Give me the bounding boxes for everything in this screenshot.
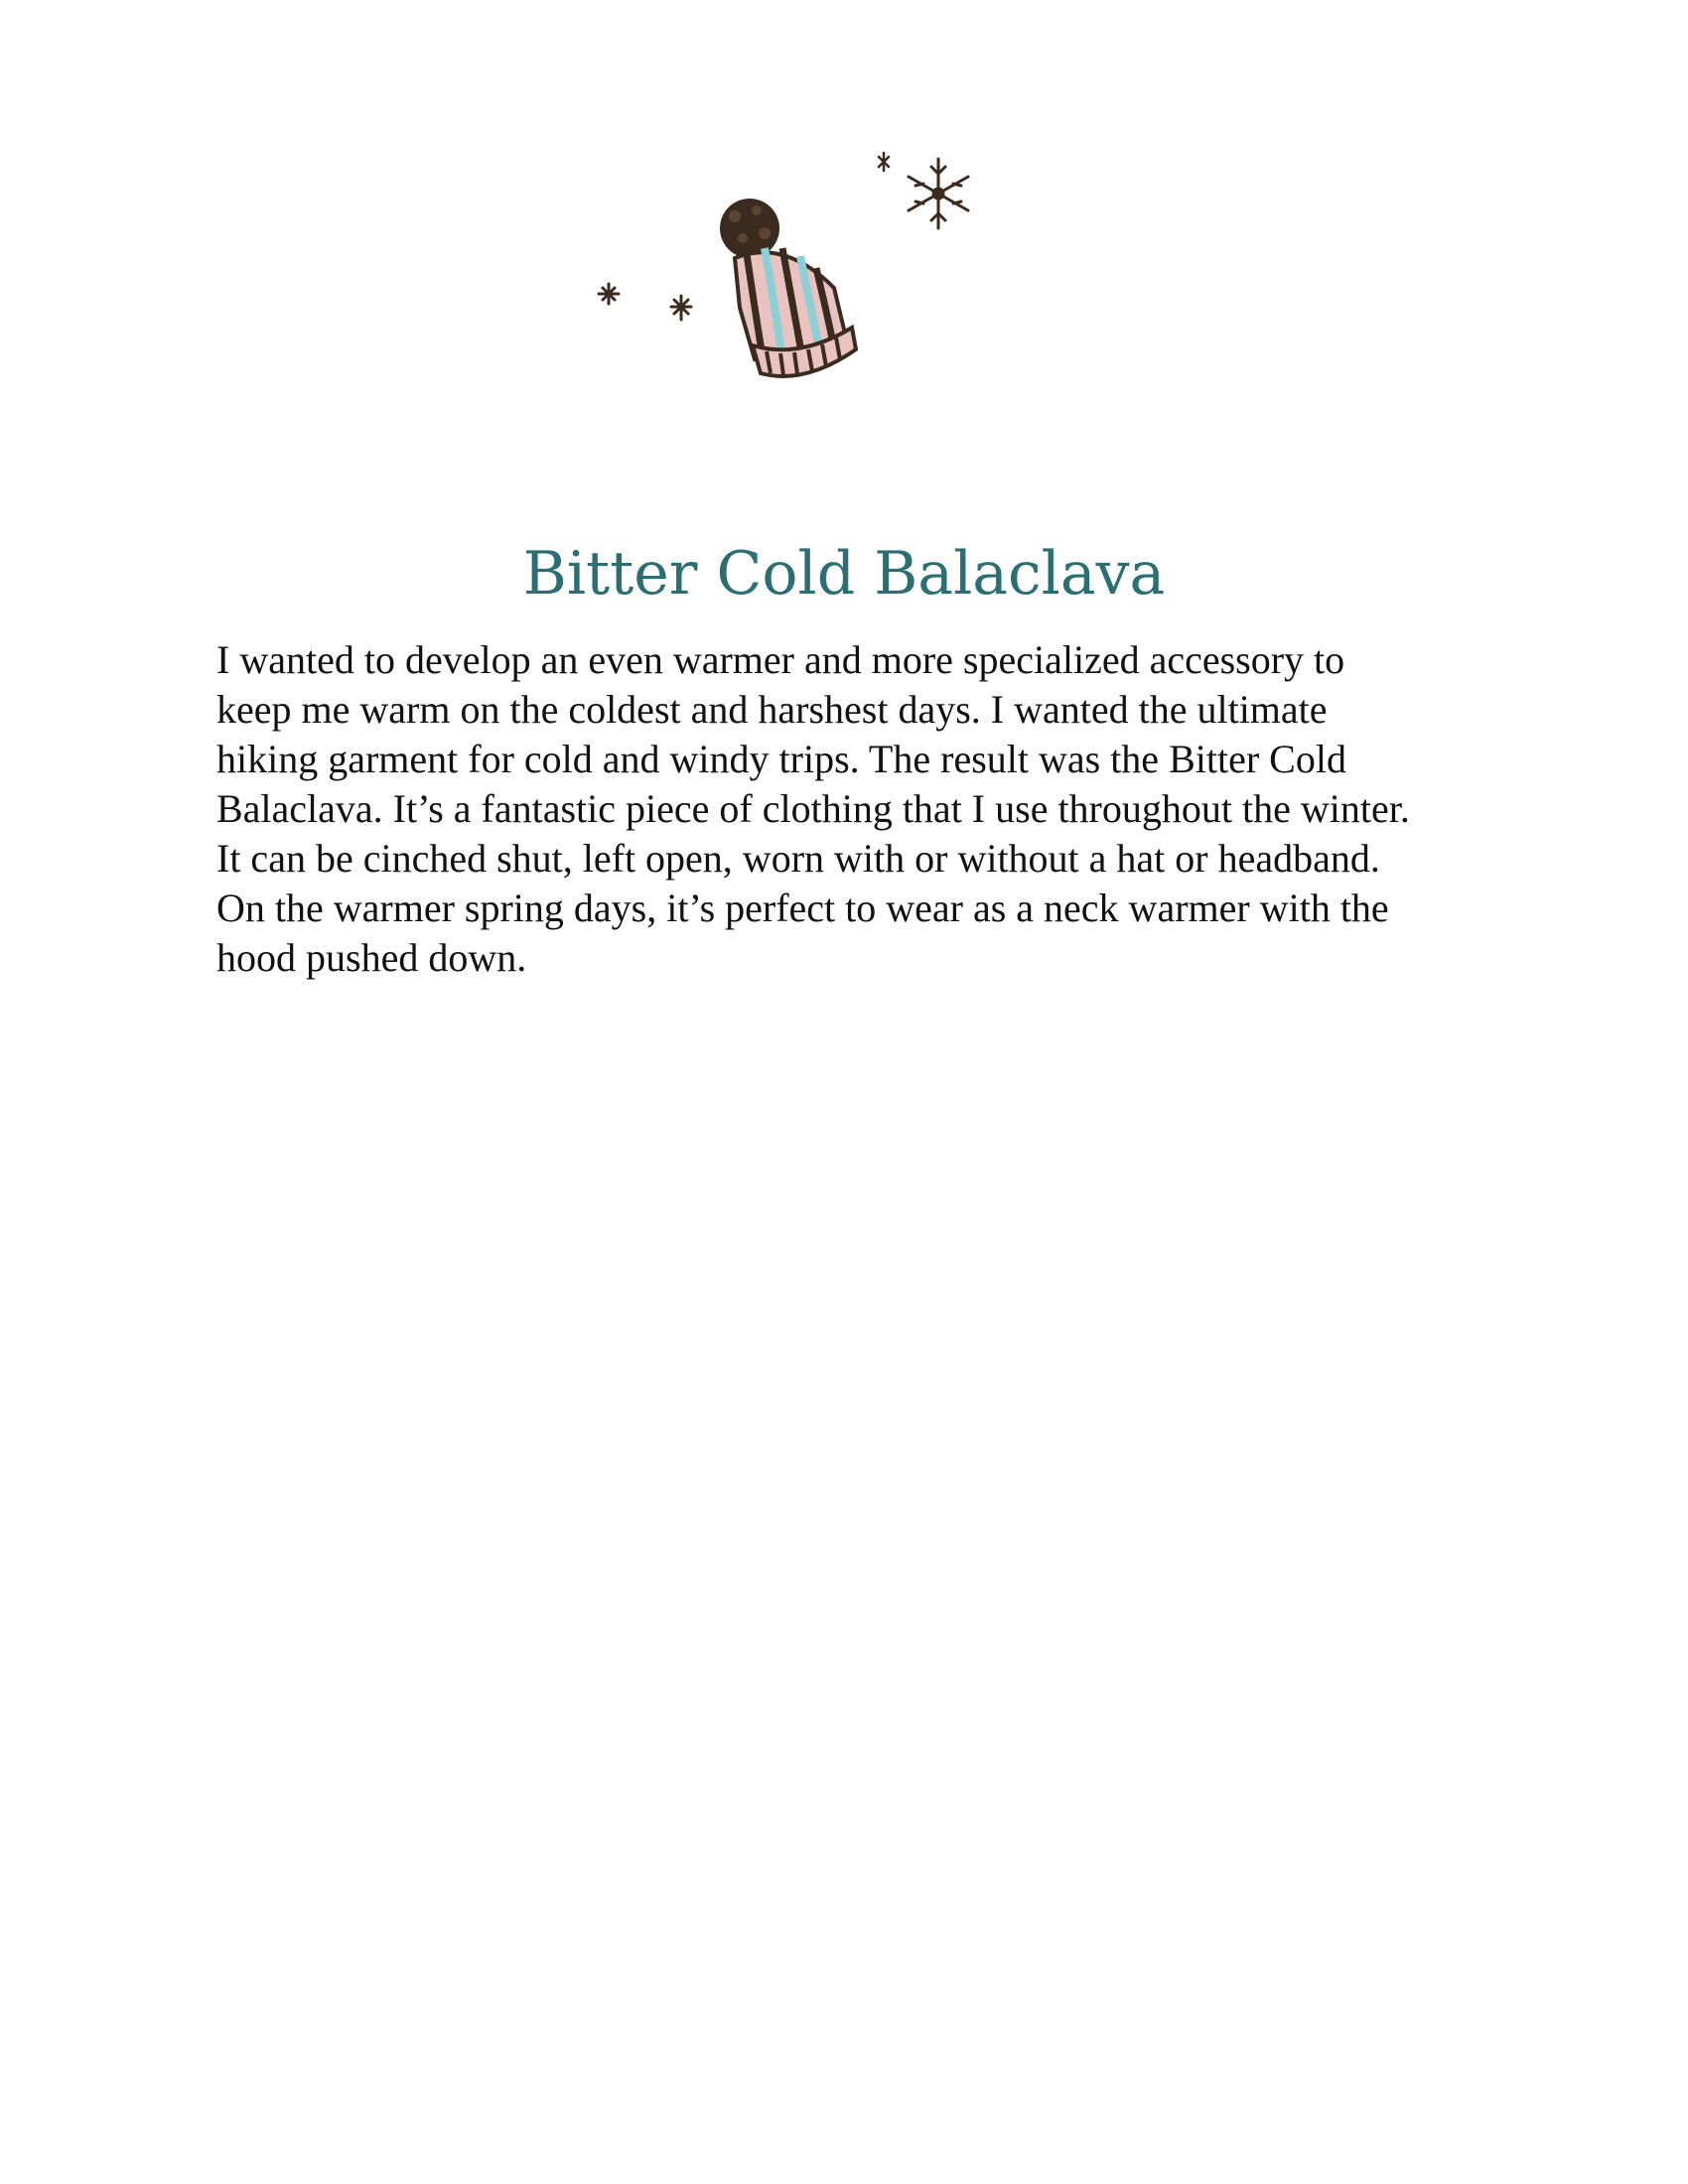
body-line: hood pushed down. xyxy=(216,935,527,980)
body-line: It can be cinched shut, left open, worn with or without a hat or headband. xyxy=(216,836,1380,881)
snowflake-icon xyxy=(879,153,889,171)
body-line: On the warmer spring days, it’s perfect to wear as a neck warmer with the xyxy=(216,886,1389,930)
body-line: I wanted to develop an even warmer and more specialized accessory to xyxy=(216,637,1345,682)
snowflake-icon xyxy=(671,296,691,320)
knit-hat-with-snowflakes-icon xyxy=(586,139,1003,387)
body-line: hiking garment for cold and windy trips. The result was the Bitter Cold xyxy=(216,737,1346,781)
body-line: keep me warm on the coldest and harshest days. I wanted the ultimate xyxy=(216,687,1328,732)
body-line: Balaclava. It’s a fantastic piece of clothing that I use throughout the winter. xyxy=(216,786,1410,831)
snowflake-icon xyxy=(909,159,968,228)
body-paragraph xyxy=(216,635,1507,983)
snowflake-icon xyxy=(599,284,619,304)
pom-pom-icon xyxy=(720,199,779,258)
page-title: Bitter Cold Balaclava xyxy=(522,539,1166,609)
